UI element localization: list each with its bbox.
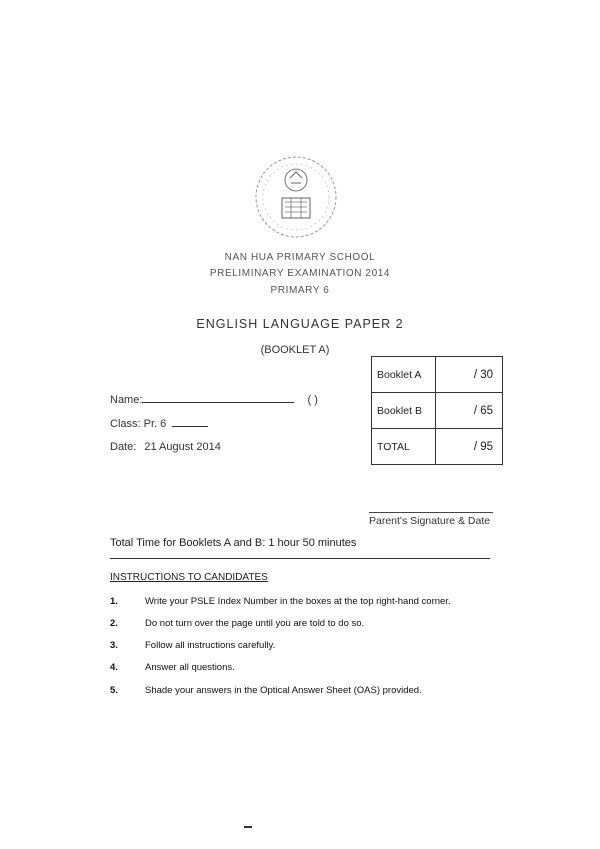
instructions-heading: INSTRUCTIONS TO CANDIDATES (110, 572, 268, 583)
instruction-number: 4. (110, 662, 118, 673)
instruction-item (110, 662, 235, 673)
register-number-paren: ( ) (307, 394, 318, 406)
school-crest-logo (251, 152, 341, 244)
instruction-text: Shade your answers in the Optical Answer Sheet (OAS) provided. (145, 685, 422, 696)
score-table (371, 356, 503, 465)
name-field (110, 394, 318, 406)
signature-label: Parent's Signature & Date (369, 515, 491, 527)
score-row-booklet-a (372, 357, 503, 393)
class-input-line[interactable] (172, 426, 208, 427)
score-row-booklet-b (372, 393, 503, 429)
instruction-item (110, 640, 275, 651)
score-value: / 95 (436, 429, 503, 465)
signature-line[interactable] (369, 512, 493, 513)
page-mark (244, 826, 252, 828)
instruction-number: 2. (110, 618, 118, 629)
divider (110, 558, 490, 559)
class-field (110, 418, 208, 430)
date-label: Date: (110, 441, 137, 453)
instruction-number: 5. (110, 685, 118, 696)
score-row-total (372, 429, 503, 465)
exam-title: PRELIMINARY EXAMINATION 2014 (209, 268, 391, 279)
instruction-number: 1. (110, 596, 118, 607)
instruction-item (110, 618, 364, 629)
instruction-text: Answer all questions. (145, 662, 235, 673)
instruction-text: Do not turn over the page until you are told to do so. (145, 618, 365, 629)
name-label: Name: (110, 394, 143, 406)
score-value: / 30 (436, 357, 503, 393)
level-title: PRIMARY 6 (270, 285, 330, 296)
instruction-item (110, 685, 422, 696)
school-name: NAN HUA PRIMARY SCHOOL (224, 252, 376, 263)
score-value: / 65 (436, 393, 503, 429)
instruction-text: Follow all instructions carefully. (145, 640, 276, 651)
paper-title: ENGLISH LANGUAGE PAPER 2 (196, 317, 404, 331)
score-label: TOTAL (372, 429, 436, 465)
date-field (110, 441, 221, 453)
instruction-number: 3. (110, 640, 118, 651)
score-label: Booklet A (372, 357, 436, 393)
total-time: Total Time for Booklets A and B: 1 hour 50 minutes (110, 537, 357, 549)
instruction-item (110, 596, 451, 607)
score-label: Booklet B (372, 393, 436, 429)
class-label: Class: Pr. 6 (110, 418, 167, 430)
instruction-text: Write your PSLE Index Number in the boxes at the top right-hand corner. (145, 596, 451, 607)
date-value: 21 August 2014 (144, 441, 221, 453)
name-input-line[interactable] (142, 402, 294, 403)
booklet-label: (BOOKLET A) (260, 344, 330, 356)
